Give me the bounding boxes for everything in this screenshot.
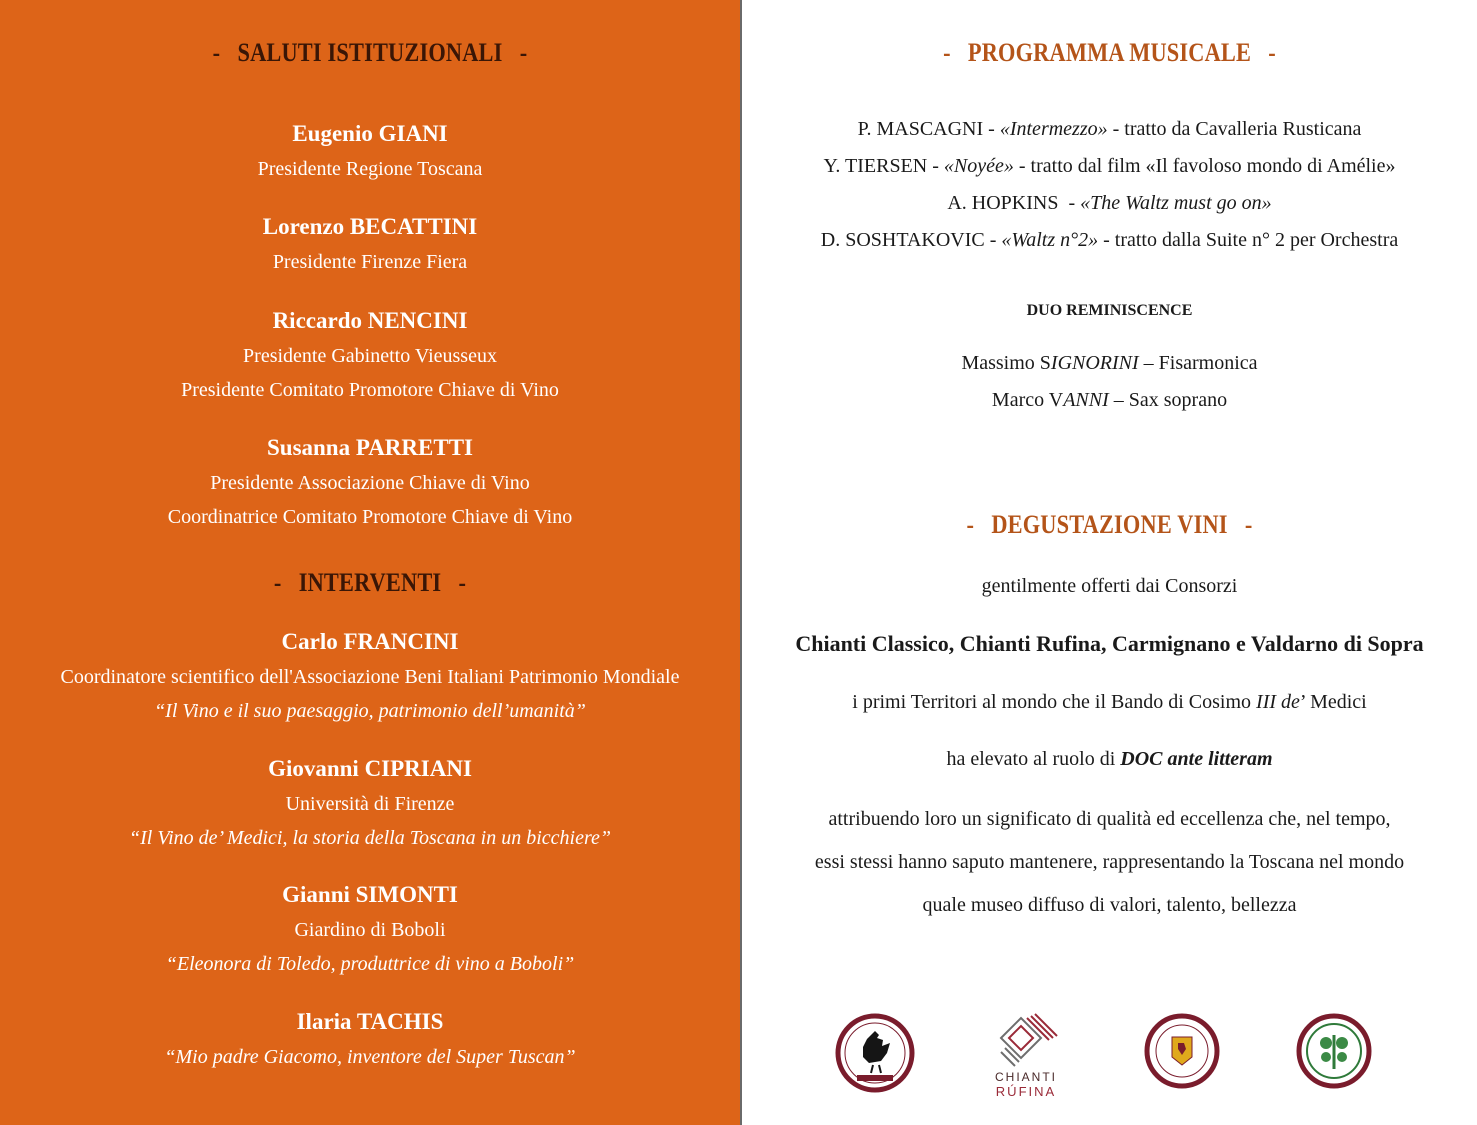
consorzi-logos: [742, 1008, 1477, 1118]
speaker-role: Presidente Associazione Chiave di Vino: [210, 472, 530, 494]
carmignano-seal-icon: [1144, 1013, 1220, 1089]
speaker-entry: [0, 430, 740, 534]
degustazione-line: ha elevato al ruolo di DOC ante litteram: [946, 748, 1273, 770]
rufina-mark-icon: [991, 1008, 1061, 1068]
programma-title: PROGRAMMA MUSICALE: [967, 38, 1252, 67]
speaker-name: Ilaria TACHIS: [296, 1009, 444, 1034]
talk-title: “Mio padre Giacomo, inventore del Super Tuscan”: [164, 1046, 576, 1068]
rufina-logo-text: CHIANTI RÚFINA: [995, 1070, 1057, 1099]
valdarno-seal-icon: [1296, 1013, 1372, 1089]
saluti-title: SALUTI ISTITUZIONALI: [237, 38, 503, 67]
speaker-entry: [0, 209, 740, 279]
speaker-role: Presidente Gabinetto Vieusseux: [243, 345, 497, 367]
speaker-name: Giovanni CIPRIANI: [268, 756, 472, 781]
speaker-name: Eugenio GIANI: [292, 121, 448, 146]
intervento-entry: [0, 1004, 740, 1074]
musician: Marco VANNI – Sax soprano: [991, 389, 1228, 411]
talk-title: “Eleonora di Toledo, produttrice di vino a Boboli”: [165, 953, 575, 975]
ensemble-name: DUO REMINISCENCE: [1026, 302, 1193, 319]
speaker-name: Riccardo NENCINI: [272, 308, 468, 333]
speaker-role: Giardino di Boboli: [294, 919, 446, 941]
intervento-entry: [0, 624, 740, 728]
musicians-list: [742, 345, 1477, 419]
speaker-role: Coordinatore scientifico dell'Associazione Beni Italiani Patrimonio Mondiale: [60, 666, 680, 688]
speaker-role: Presidente Regione Toscana: [257, 158, 483, 180]
speaker-name: Lorenzo BECATTINI: [262, 214, 478, 239]
program-list: [742, 111, 1477, 259]
program-item: Y. TIERSEN - «Noyée» - tratto dal film «Il favoloso mondo di Amélie»: [823, 155, 1396, 177]
rooster-seal-icon: [835, 1013, 915, 1093]
degustazione-paragraph: attribuendo loro un significato di qualità ed eccellenza che, nel tempo, essi stessi hanno saputo mantenere, rappresentando la Toscana nel mondo quale museo diffuso di valori, talento, bellezza: [814, 808, 1405, 916]
degustazione-header: - DEGUSTAZIONE VINI -: [966, 510, 1253, 539]
talk-title: “Il Vino de’ Medici, la storia della Toscana in un bicchiere”: [129, 827, 611, 849]
speaker-role: Presidente Comitato Promotore Chiave di Vino: [181, 379, 559, 401]
degustazione-title: DEGUSTAZIONE VINI: [991, 510, 1228, 539]
musician: Massimo SIGNORINI – Fisarmonica: [961, 352, 1258, 374]
speaker-name: Gianni SIMONTI: [282, 882, 458, 907]
speaker-entry: [0, 116, 740, 186]
consorzi-list: Chianti Classico, Chianti Rufina, Carmignano e Valdarno di Sopra: [795, 631, 1424, 656]
right-panel: [742, 0, 1477, 1125]
interventi-header: - INTERVENTI -: [273, 568, 467, 597]
speaker-name: Susanna PARRETTI: [266, 435, 473, 460]
interventi-title: INTERVENTI: [298, 568, 442, 597]
speaker-role: Presidente Firenze Fiera: [272, 251, 468, 273]
degustazione-intro: gentilmente offerti dai Consorzi: [981, 575, 1238, 597]
intervento-entry: [0, 751, 740, 855]
program-item: D. SOSHTAKOVIC - «Waltz n°2» - tratto dalla Suite n° 2 per Orchestra: [820, 229, 1399, 251]
program-item: P. MASCAGNI - «Intermezzo» - tratto da Cavalleria Rusticana: [857, 118, 1362, 140]
programma-header: - PROGRAMMA MUSICALE -: [943, 38, 1276, 67]
intervento-entry: [0, 877, 740, 981]
saluti-header: - SALUTI ISTITUZIONALI -: [212, 38, 528, 67]
talk-title: “Il Vino e il suo paesaggio, patrimonio dell’umanità”: [154, 700, 586, 722]
degustazione-line: i primi Territori al mondo che il Bando di Cosimo III de’ Medici: [852, 691, 1367, 713]
speaker-name: Carlo FRANCINI: [281, 629, 459, 654]
program-item: A. HOPKINS - «The Waltz must go on»: [947, 192, 1272, 214]
speaker-role: Coordinatrice Comitato Promotore Chiave di Vino: [167, 506, 573, 528]
speaker-entry: [0, 303, 740, 407]
speaker-role: Università di Firenze: [285, 793, 455, 815]
